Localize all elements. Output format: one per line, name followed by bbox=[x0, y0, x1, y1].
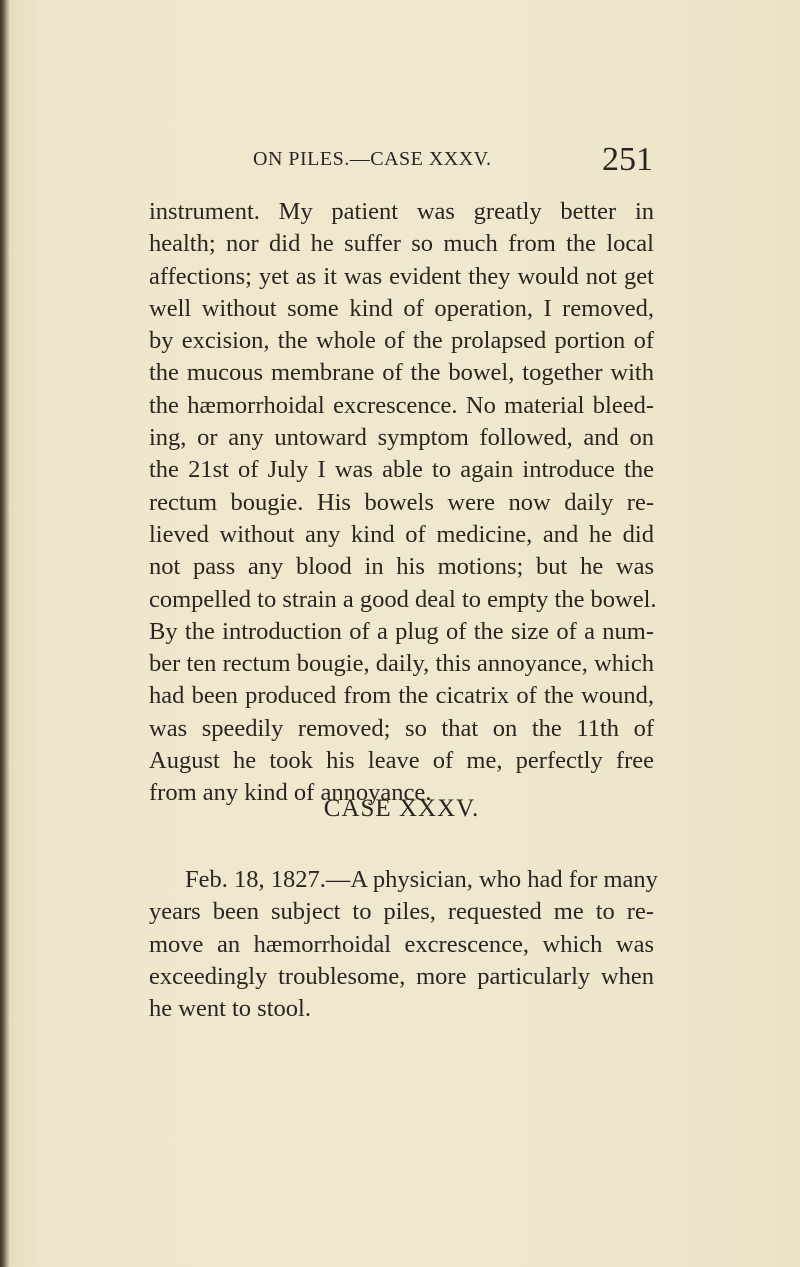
text-line: had been produced from the cicatrix of the wound, bbox=[149, 682, 654, 710]
text-line: years been subject to piles, requested me to re- bbox=[149, 898, 654, 926]
case-heading: CASE XXXV. bbox=[323, 795, 480, 822]
text-line: health; nor did he suffer so much from the local bbox=[149, 230, 654, 258]
text-line: the mucous membrane of the bowel, together with bbox=[149, 359, 654, 387]
text-line: the hæmorrhoidal excrescence. No material bleed- bbox=[149, 391, 654, 419]
text-line: the 21st of July I was able to again introduce the bbox=[149, 456, 654, 484]
paragraph-continued bbox=[149, 196, 657, 810]
text-line: August he took his leave of me, perfectly free bbox=[149, 747, 654, 775]
text-line: by excision, the whole of the prolapsed portion of bbox=[149, 327, 654, 355]
text-line: affections; yet as it was evident they would not get bbox=[149, 262, 654, 290]
page-gutter-shadow bbox=[0, 0, 10, 1267]
text-line: well without some kind of operation, I removed, bbox=[149, 294, 654, 322]
text-line: move an hæmorrhoidal excrescence, which was bbox=[149, 930, 654, 958]
page-number: 251 bbox=[602, 141, 653, 178]
text-line: lieved without any kind of medicine, and he did bbox=[149, 520, 654, 548]
text-line: not pass any blood in his motions; but he was bbox=[149, 553, 654, 581]
text-line: he went to stool. bbox=[149, 995, 311, 1023]
text-line: Feb. 18, 1827.—A physician, who had for many bbox=[185, 866, 658, 893]
text-line: rectum bougie. His bowels were now daily re- bbox=[149, 488, 654, 516]
text-line: exceedingly troublesome, more particularly when bbox=[149, 962, 654, 990]
text-line: ber ten rectum bougie, daily, this annoyance, which bbox=[149, 650, 654, 678]
running-title: ON PILES.—CASE XXXV. bbox=[253, 148, 492, 170]
text-line: ing, or any untoward symptom followed, and on bbox=[149, 424, 654, 452]
text-line: from any kind of annoyance. bbox=[149, 779, 432, 807]
paragraph-case-xxxv bbox=[149, 864, 658, 1025]
text-line: was speedily removed; so that on the 11th of bbox=[149, 714, 654, 742]
running-head bbox=[253, 141, 653, 181]
text-line: By the introduction of a plug of the size of a num- bbox=[149, 617, 654, 645]
text-line: compelled to strain a good deal to empty the bowel. bbox=[149, 585, 657, 613]
text-line: instrument. My patient was greatly better in bbox=[149, 198, 654, 225]
